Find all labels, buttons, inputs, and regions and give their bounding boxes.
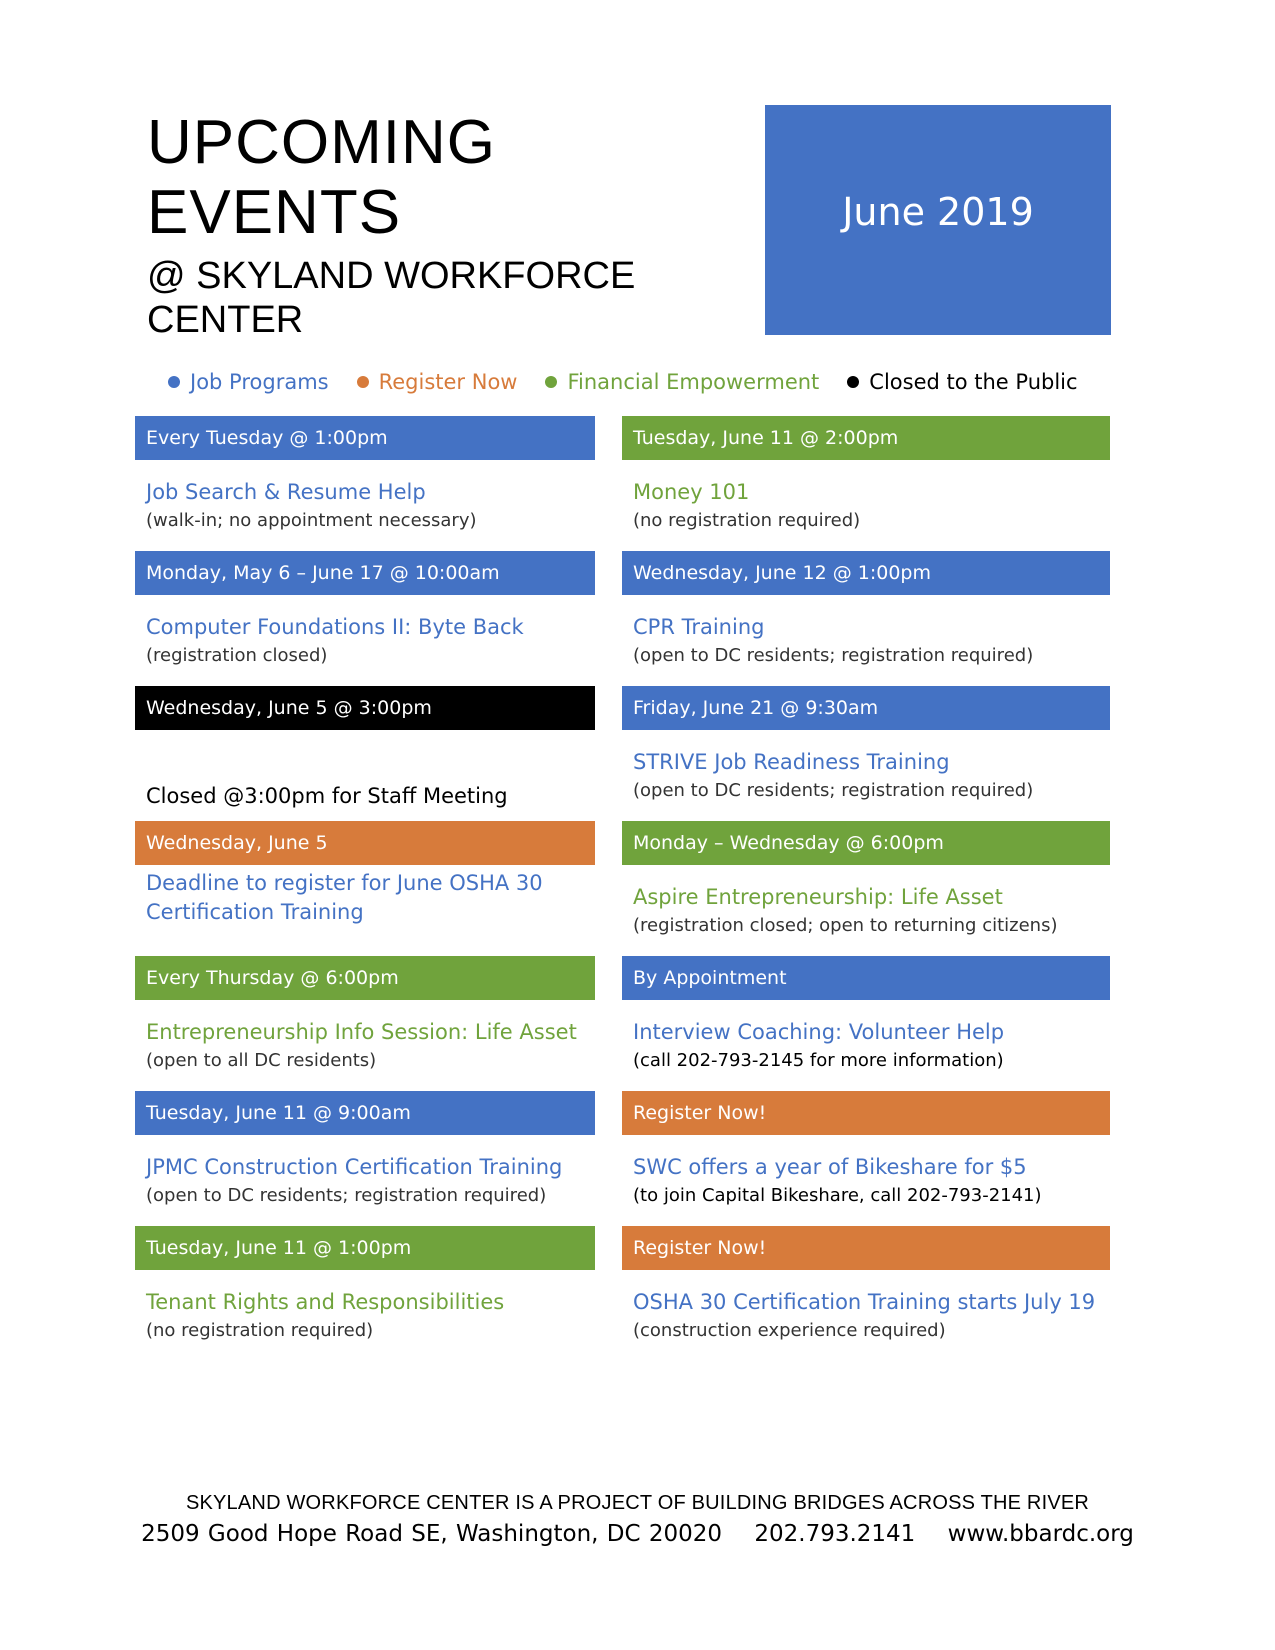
legend: [168, 370, 1106, 394]
event-date-bar: By Appointment: [622, 956, 1110, 1000]
event-note: (registration closed): [146, 645, 328, 666]
event-date-bar: Wednesday, June 5 @ 3:00pm: [135, 686, 595, 730]
event-title: JPMC Construction Certification Training: [146, 1155, 563, 1179]
orange-dot-icon: [357, 376, 369, 388]
event-note: (call 202-793-2145 for more information): [633, 1050, 1004, 1071]
event-card: [135, 686, 595, 821]
event-title: Entrepreneurship Info Session: Life Asset: [146, 1020, 577, 1044]
event-date-bar: Monday, May 6 – June 17 @ 10:00am: [135, 551, 595, 595]
event-note: (construction experience required): [633, 1320, 946, 1341]
legend-label: Closed to the Public: [869, 370, 1078, 394]
event-note: (no registration required): [146, 1320, 374, 1341]
event-date-bar: Wednesday, June 5: [135, 821, 595, 865]
legend-label: Financial Empowerment: [567, 370, 820, 394]
legend-closed: [847, 370, 1077, 394]
legend-financial-empowerment: [545, 370, 819, 394]
event-title: Job Search & Resume Help: [146, 480, 426, 504]
event-title: Closed @3:00pm for Staff Meeting: [146, 784, 508, 808]
event-note: (registration closed; open to returning citizens): [633, 915, 1058, 936]
left-event-column: [135, 416, 595, 1361]
event-title: STRIVE Job Readiness Training: [633, 750, 950, 774]
event-title: SWC offers a year of Bikeshare for $5: [633, 1155, 1027, 1179]
event-note: (open to DC residents; registration required): [633, 780, 1034, 801]
blue-dot-icon: [168, 376, 180, 388]
event-note: (walk-in; no appointment necessary): [146, 510, 477, 531]
event-title: Computer Foundations II: Byte Back: [146, 615, 524, 639]
event-title: OSHA 30 Certification Training starts July 19: [633, 1290, 1096, 1314]
event-date-bar: Register Now!: [622, 1091, 1110, 1135]
event-date-bar: Register Now!: [622, 1226, 1110, 1270]
footer-contact: [0, 1521, 1275, 1547]
footer: [0, 1492, 1275, 1547]
event-card: [622, 821, 1110, 956]
subtitle-line-2: CENTER: [147, 299, 304, 341]
subtitle-line-1: @ SKYLAND WORKFORCE: [147, 255, 636, 297]
title-line-2: EVENTS: [147, 178, 402, 247]
event-card: [622, 1091, 1110, 1226]
title-line-1: UPCOMING: [147, 108, 496, 177]
event-note: (open to all DC residents): [146, 1050, 377, 1071]
event-title: Money 101: [633, 480, 750, 504]
event-card: [622, 551, 1110, 686]
event-card: [622, 956, 1110, 1091]
event-card: [135, 1226, 595, 1361]
legend-label: Register Now: [378, 370, 518, 394]
event-card: [135, 416, 595, 551]
footer-website[interactable]: www.bbardc.org: [947, 1521, 1134, 1547]
footer-phone: 202.793.2141: [754, 1521, 916, 1547]
event-date-bar: Tuesday, June 11 @ 2:00pm: [622, 416, 1110, 460]
event-card: [622, 1226, 1110, 1361]
event-title: CPR Training: [633, 615, 765, 639]
legend-register-now: [357, 370, 518, 394]
event-date-bar: Tuesday, June 11 @ 9:00am: [135, 1091, 595, 1135]
legend-job-programs: [168, 370, 329, 394]
event-date-bar: Tuesday, June 11 @ 1:00pm: [135, 1226, 595, 1270]
month-label: June 2019: [842, 190, 1034, 234]
event-date-bar: Every Tuesday @ 1:00pm: [135, 416, 595, 460]
event-title-continued: Certification Training: [146, 900, 364, 924]
event-card: [622, 686, 1110, 821]
right-event-column: [622, 416, 1110, 1361]
event-title: Aspire Entrepreneurship: Life Asset: [633, 885, 1003, 909]
green-dot-icon: [545, 376, 557, 388]
event-card: [622, 416, 1110, 551]
event-date-bar: Friday, June 21 @ 9:30am: [622, 686, 1110, 730]
event-card: [135, 821, 595, 956]
footer-tagline: SKYLAND WORKFORCE CENTER IS A PROJECT OF BUILDING BRIDGES ACROSS THE RIVER: [185, 1492, 1090, 1514]
event-card: [135, 956, 595, 1091]
event-note: (open to DC residents; registration required): [633, 645, 1034, 666]
legend-label: Job Programs: [190, 370, 329, 394]
event-card: [135, 1091, 595, 1226]
event-note: (no registration required): [633, 510, 861, 531]
black-dot-icon: [847, 376, 859, 388]
footer-address: 2509 Good Hope Road SE, Washington, DC 20020: [141, 1521, 723, 1547]
event-date-bar: Monday – Wednesday @ 6:00pm: [622, 821, 1110, 865]
page-title: [147, 108, 707, 342]
event-card: [135, 551, 595, 686]
event-date-bar: Every Thursday @ 6:00pm: [135, 956, 595, 1000]
event-title: Interview Coaching: Volunteer Help: [633, 1020, 1005, 1044]
event-note: (to join Capital Bikeshare, call 202-793-2141): [633, 1185, 1042, 1206]
event-title: Deadline to register for June OSHA 30: [146, 871, 543, 895]
event-note: (open to DC residents; registration required): [146, 1185, 547, 1206]
event-date-bar: Wednesday, June 12 @ 1:00pm: [622, 551, 1110, 595]
month-badge: [765, 105, 1111, 335]
event-title: Tenant Rights and Responsibilities: [146, 1290, 505, 1314]
